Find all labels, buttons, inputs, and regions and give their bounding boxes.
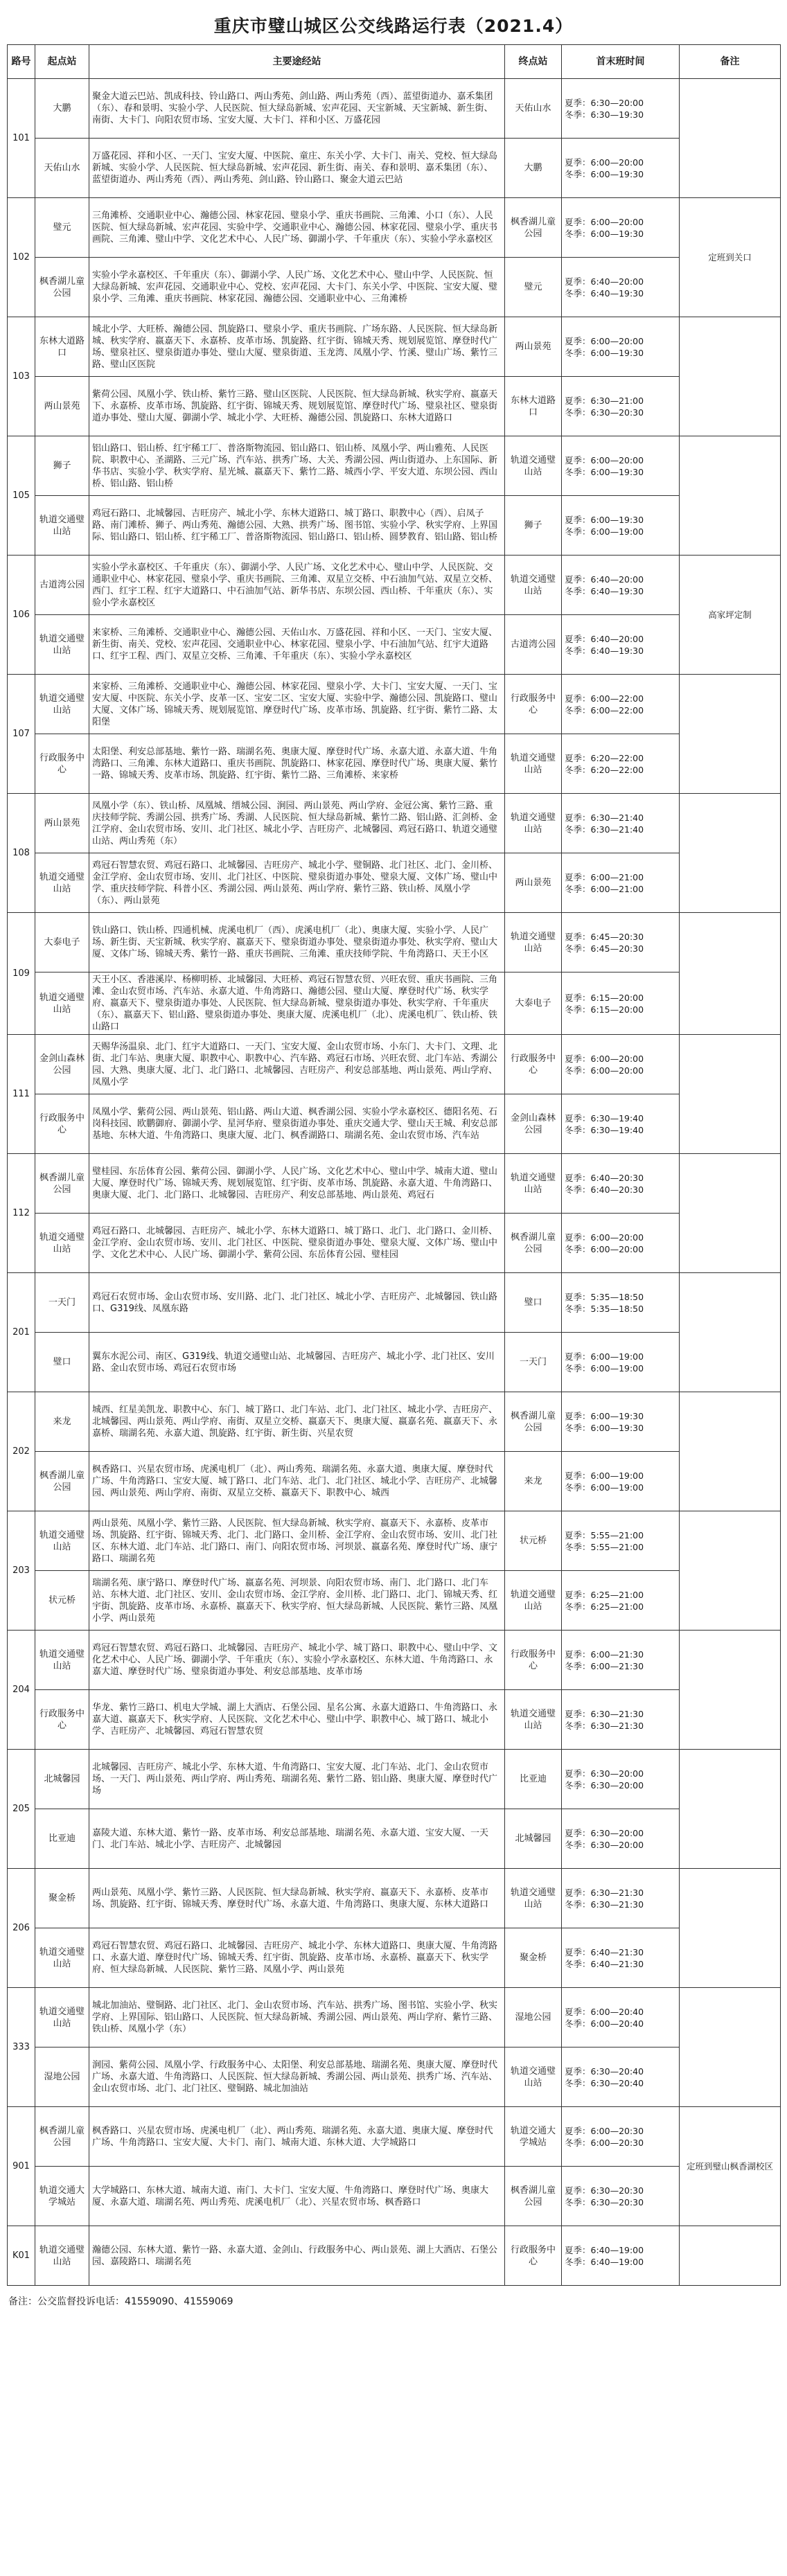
- service-hours: 夏季：6:30—20:30 冬季：6:30—20:30: [562, 2167, 680, 2226]
- table-row: [8, 1094, 781, 1154]
- service-hours: 夏季：6:15—20:00 冬季：6:15—20:00: [562, 972, 680, 1035]
- service-hours: 夏季：6:00—19:30 冬季：6:00—19:00: [562, 496, 680, 556]
- table-row: [8, 1809, 781, 1869]
- main-stops: 大学城路口、东林大道、城南大道、南门、大卡门、宝安大厦、牛角湾路口、摩登时代广场、奥康大厦、永嘉大道、瑞湖名苑、两山秀苑、虎溪电机厂（北）、兴星农贸市场、枫香路口: [89, 2167, 505, 2226]
- service-hours: 夏季：6:45—20:30 冬季：6:45—20:30: [562, 913, 680, 972]
- main-stops: 铝山路口、铝山桥、红宇稀工厂、普洛斯物流园、铝山路口、铝山桥、凤凰小学、两山雅苑、人民医院、职教中心、圣湖路、三元广场、汽车站、拱秀广场、大关、秀湖公园、两山街道办、上东国际、新华书店、实验小学、秋实学府、星光城、嬴嘉天下、紫竹二路、城西小学、平安大道、东坝公园、西山桥、铝山路、铝山桥: [89, 436, 505, 496]
- end-station: 行政服务中心: [505, 2226, 562, 2286]
- end-station: 天佑山水: [505, 79, 562, 139]
- start-station: 金剑山森林公园: [35, 1035, 89, 1094]
- table-row: [8, 1690, 781, 1750]
- table-row: [8, 1333, 781, 1392]
- table-row: [8, 1273, 781, 1333]
- start-station: 轨道交通璧山站: [35, 496, 89, 556]
- route-table: [7, 44, 781, 2286]
- start-station: 狮子: [35, 436, 89, 496]
- main-stops: 城北加油站、璧铜路、北门社区、北门、金山农贸市场、汽车站、拱秀广场、图书馆、实验小学、秋实学府、上界国际、铝山路口、人民医院、恒大绿岛新城、秀湖公园、两山景苑、两山学府、紫竹三路、铁山桥、凤凰小学（东）: [89, 1988, 505, 2048]
- main-stops: 太阳堡、利安总部基地、紫竹一路、瑞湖名苑、奥康大厦、摩登时代广场、永嘉大道、永嘉大道、牛角湾路口、三角滩、东林大道路口、重庆书画院、凯旋路口、林家花园、摩登时代广场、奥康大厦、紫竹一路、锦城天秀、皮革市场、凯旋路、红宇街、紫竹二路、三角滩桥、来家桥: [89, 734, 505, 794]
- service-hours: 夏季：6:40—20:00 冬季：6:40—19:30: [562, 258, 680, 317]
- service-hours: 夏季：6:00—21:30 冬季：6:00—21:30: [562, 1631, 680, 1690]
- route-number: K01: [8, 2226, 35, 2286]
- main-stops: 枫香路口、兴星农贸市场、虎溪电机厂（北）、两山秀苑、瑞湖名苑、永嘉大道、奥康大厦、摩登时代广场、牛角湾路口、宝安大厦、大卡门、南门、城南大道、东林大道、大学城路口: [89, 2107, 505, 2167]
- route-number: 107: [8, 675, 35, 794]
- service-hours: 夏季：6:40—21:30 冬季：6:40—21:30: [562, 1928, 680, 1988]
- service-hours: 夏季：6:00—21:00 冬季：6:00—21:00: [562, 853, 680, 913]
- main-stops: 天赐华汤温泉、北门、红宇大道路口、一天门、宝安大厦、金山农贸市场、小东门、大卡门、文理、北街、北门车站、奥康大厦、职教中心、职教中心、汽车路、鸡冠石市场、兴旺农贸、北门车站、秀湖公园、大熟、奥康大厦、北门、北门路口、北城馨园、吉旺房产、利安总部基地、两山景苑、两山学府、凤凰小学: [89, 1035, 505, 1094]
- main-stops: 凤凰小学、紫荷公园、两山景苑、铝山路、两山大道、枫香湖公园、实验小学永嘉校区、德阳名苑、石岗科技园、欧鹏御府、御湖小学、星河华府、璧泉街道办事处、重庆交通大学、璧山天王城、利安总部基地、东林大道、牛角湾路口、奥康大厦、北门、枫香湖路口、瑞湖名苑、金山农贸市场、汽车站: [89, 1094, 505, 1154]
- end-station: 轨道交通璧山站: [505, 1690, 562, 1750]
- table-row: [8, 675, 781, 734]
- header-route: 路号: [8, 45, 35, 79]
- main-stops: 城西、红星美凯龙、职教中心、东门、城丁路口、北门车站、北门、北门社区、城北小学、吉旺房产、北城馨园、两山景苑、两山学府、南街、双星立交桥、嬴嘉天下、奥康大厦、嬴嘉名苑、嬴嘉天下、永嘉桥、瑞湖名苑、永嘉大道、凯旋路、红宇街、新生街、兴星农贸: [89, 1392, 505, 1452]
- main-stops: 嘉陵大道、东林大道、紫竹一路、皮革市场、利安总部基地、瑞湖名苑、永嘉大道、宝安大厦、一天门、北门车站、城北小学、吉旺房产、北城馨园: [89, 1809, 505, 1869]
- main-stops: 来家桥、三角滩桥、交通职业中心、瀚德公园、天佑山水、万盛花园、祥和小区、一天门、宝安大厦、新生街、南关、党校、宏声花园、交通职业中心、林家花园、璧泉小学、中石油加气站、红宇大道路口、红宇工程、西门、双星立交桥、三角滩、千年重庆（东）、实验小学永嘉校区: [89, 615, 505, 675]
- main-stops: 鸡冠石智慧农贸、鸡冠石路口、北城馨园、吉旺房产、城北小学、璧铜路、北门社区、北门、金川桥、金江学府、金山农贸市场、安川、北门社区、中医院、璧泉街道办事处、璧泉大厦、文体广场、璧山中学、重庆技师学院、科普小区、秀湖公园、两山景苑、两山学府、紫竹三路、铁山桥、凤凰小学（东）、两山景苑: [89, 853, 505, 913]
- end-station: 枫香湖儿童公园: [505, 198, 562, 258]
- start-station: 枫香湖儿童公园: [35, 1154, 89, 1214]
- remark: [680, 1869, 781, 1988]
- end-station: 轨道交通璧山站: [505, 436, 562, 496]
- end-station: 金剑山森林公园: [505, 1094, 562, 1154]
- service-hours: 夏季：6:00—20:00 冬季：6:00—19:30: [562, 198, 680, 258]
- end-station: 北城馨园: [505, 1809, 562, 1869]
- service-hours: 夏季：6:00—20:00 冬季：6:00—20:00: [562, 1214, 680, 1273]
- remark: [680, 1988, 781, 2107]
- end-station: 湿地公园: [505, 1988, 562, 2048]
- start-station: 轨道交通璧山站: [35, 1631, 89, 1690]
- table-row: [8, 79, 781, 139]
- table-row: [8, 436, 781, 496]
- service-hours: 夏季：6:00—20:00 冬季：6:00—19:30: [562, 317, 680, 377]
- main-stops: 瑞湖名苑、康宁路口、摩登时代广场、嬴嘉名苑、河坝景、向阳农贸市场、南门、北门路口、北门车站、东林大道、北门社区、安川、金山农贸市场、金江学府、金川桥、北门路口、北门、锦城天秀、红宇街、凯旋路、皮革市场、永嘉桥、嬴嘉天下、秋实学府、恒大绿岛新城、人民医院、紫竹三路、凤凰小学、两山景苑: [89, 1571, 505, 1631]
- start-station: 状元桥: [35, 1571, 89, 1631]
- table-row: [8, 2107, 781, 2167]
- main-stops: 鸡冠石路口、北城馨园、吉旺房产、城北小学、东林大道路口、城丁路口、北门、北门路口、金川桥、金江学府、金山农贸市场、安川、北门社区、中医院、璧泉街道办事处、璧泉大厦、文体广场、璧山中学、文化艺术中心、人民广场、御湖小学、紫荷公园、东岳体育公园、璧桂园: [89, 1214, 505, 1273]
- main-stops: 铁山路口、铁山桥、四通机械、虎溪电机厂（西）、虎溪电机厂（北）、奥康大厦、实验小学、人民广场、新生街、天宝新城、秋实学府、嬴嘉天下、璧泉街道办事处、璧泉街道办事处、秋实学府、璧山大厦、文体广场、锦城天秀、紫竹一路、重庆书画院、三角滩、重庆技师学院、牛角湾路口、天王小区: [89, 913, 505, 972]
- end-station: 比亚迪: [505, 1750, 562, 1809]
- route-number: 105: [8, 436, 35, 556]
- start-station: 古道湾公园: [35, 556, 89, 615]
- end-station: 轨道交通璧山站: [505, 556, 562, 615]
- table-row: [8, 913, 781, 972]
- remark: [680, 913, 781, 1035]
- end-station: 行政服务中心: [505, 1631, 562, 1690]
- start-station: 一天门: [35, 1273, 89, 1333]
- end-station: 一天门: [505, 1333, 562, 1392]
- main-stops: 鸡冠石路口、北城馨园、吉旺房产、城北小学、东林大道路口、城丁路口、职教中心（西）、启凤子路、南门滩桥、狮子、两山秀苑、瀚德公园、大熟、拱秀广场、图书馆、实验小学、秋实学府、上界国际、铝山路口、铝山桥、红宇稀工厂、普洛斯物流园、铝山路口、铝山桥、圆梦教育、铝山路、铝山桥: [89, 496, 505, 556]
- remark: [680, 1154, 781, 1273]
- table-row: [8, 972, 781, 1035]
- table-row: [8, 496, 781, 556]
- route-number: 206: [8, 1869, 35, 1988]
- service-hours: 夏季：6:40—20:00 冬季：6:40—19:30: [562, 556, 680, 615]
- end-station: 轨道交通大学城站: [505, 2107, 562, 2167]
- table-row: [8, 615, 781, 675]
- route-number: 103: [8, 317, 35, 436]
- main-stops: 华龙、紫竹三路口、机电大学城、湖上大酒店、石堡公园、星名公寓、永嘉大道路口、牛角湾路口、永嘉大道、嬴嘉天下、秋实学府、人民医院、文化艺术中心、璧山中学、职教中心、城丁路口、城北小学、吉旺房产、北城馨园、鸡冠石智慧农贸: [89, 1690, 505, 1750]
- remark: [680, 1035, 781, 1154]
- table-row: [8, 556, 781, 615]
- table-row: [8, 734, 781, 794]
- remark: [680, 1631, 781, 1750]
- end-station: 聚金桥: [505, 1928, 562, 1988]
- table-row: [8, 1035, 781, 1094]
- route-number: 111: [8, 1035, 35, 1154]
- main-stops: 实验小学永嘉校区、千年重庆（东）、御湖小学、人民广场、文化艺术中心、璧山中学、人民医院、交通职业中心、林家花园、璧泉小学、重庆书画院、三角滩、双星立交桥、中石油加气站、双星立交桥、西门、红宇工程、红宇大道路口、中石油加气站、新华书店、东坝公园、西山桥、千年重庆（东）、实验小学永嘉校区: [89, 556, 505, 615]
- main-stops: 聚金大道云巴站、凯成科技、铃山路口、两山秀苑、剑山路、两山秀苑（西）、蓝望街道办、嘉禾集团（东）、春和景明、实验小学、人民医院、恒大绿岛新城、宏声花园、天宝新城、天宝新城、新生街、南街、大卡门、向阳农贸市场、宝安大厦、大卡门、祥和小区、万盛花园: [89, 79, 505, 139]
- remark: [680, 675, 781, 794]
- main-stops: 实验小学永嘉校区、千年重庆（东）、御湖小学、人民广场、文化艺术中心、璧山中学、人民医院、恒大绿岛新城、宏声花园、交通职业中心、党校、宏声花园、大卡门、东关小学、中医院、宝安大厦、璧泉小学、三角滩、重庆书画院、林家花园、瀚德公园、交通职业中心、三角滩桥: [89, 258, 505, 317]
- table-row: [8, 1869, 781, 1928]
- end-station: 行政服务中心: [505, 1035, 562, 1094]
- end-station: 状元桥: [505, 1511, 562, 1571]
- remark: [680, 1273, 781, 1392]
- route-number: 108: [8, 794, 35, 913]
- table-row: [8, 794, 781, 853]
- service-hours: 夏季：6:00—19:00 冬季：6:00—19:00: [562, 1333, 680, 1392]
- table-row: [8, 2226, 781, 2286]
- start-station: 湿地公园: [35, 2048, 89, 2107]
- service-hours: 夏季：6:00—20:40 冬季：6:00—20:40: [562, 1988, 680, 2048]
- service-hours: 夏季：6:30—21:40 冬季：6:30—21:40: [562, 794, 680, 853]
- route-table-body: [8, 79, 781, 2286]
- route-number: 901: [8, 2107, 35, 2226]
- table-row: [8, 1750, 781, 1809]
- main-stops: 凤凰小学（东）、铁山桥、凤凰城、缙城公园、涧园、两山景苑、两山学府、金冠公寓、紫竹三路、重庆技师学院、秀湖公园、拱秀广场、秀湖、人民医院、恒大绿岛新城、紫竹二路、铝山路、汇剑桥、金江学府、金山农贸市场、安川、北门社区、城北小学、吉旺房产、北城馨园、鸡冠石路口、轨道交通璧山站、两山秀苑（东）: [89, 794, 505, 853]
- service-hours: 夏季：6:40—20:00 冬季：6:40—19:30: [562, 615, 680, 675]
- main-stops: 天王小区、香港溪岸、杨柳明桥、北城馨园、大旺桥、鸡冠石智慧农贸、兴旺农贸、重庆书画院、三角滩、金山农贸市场、汽车站、永嘉大道、牛角湾路口、瀚德公园、璧山大厦、摩登时代广场、秋实学府、嬴嘉天下、璧泉街道办事处、人民医院、恒大绿岛新城、璧泉街道办事处、秋实学府、千年重庆（东）、嬴嘉天下、铝山路、璧泉街道办事处、奥康大厦、虎溪电机厂（北）、虎溪电机厂、铁山桥、铁山路口: [89, 972, 505, 1035]
- start-station: 轨道交通璧山站: [35, 1511, 89, 1571]
- end-station: 来龙: [505, 1452, 562, 1511]
- end-station: 轨道交通璧山站: [505, 794, 562, 853]
- remark: 定班到关口: [680, 198, 781, 317]
- table-header-row: [8, 45, 781, 79]
- service-hours: 夏季：6:40—20:30 冬季：6:40—20:30: [562, 1154, 680, 1214]
- end-station: 两山景苑: [505, 317, 562, 377]
- end-station: 轨道交通璧山站: [505, 913, 562, 972]
- start-station: 轨道交通大学城站: [35, 2167, 89, 2226]
- table-row: [8, 1988, 781, 2048]
- end-station: 璧元: [505, 258, 562, 317]
- main-stops: 枫香路口、兴星农贸市场、虎溪电机厂（北）、两山秀苑、瑞湖名苑、永嘉大道、奥康大厦、摩登时代广场、牛角湾路口、宝安大厦、城丁路口、北门车站、北门、北门社区、城北小学、吉旺房产、北城馨园、两山景苑、两山学府、南街、双星立交桥、嬴嘉天下、职教中心、城西: [89, 1452, 505, 1511]
- main-stops: 翼东水泥公司、南区、G319线、轨道交通璧山站、北城馨园、吉旺房产、城北小学、北门社区、安川路、金山农贸市场、鸡冠石农贸市场: [89, 1333, 505, 1392]
- main-stops: 紫荷公园、凤凰小学、铁山桥、紫竹三路、璧山区医院、人民医院、恒大绿岛新城、秋实学府、嬴嘉天下、永嘉桥、皮革市场、凯旋路、红宇街、锦城天秀、规划展览馆、摩登时代广场、璧泉社区、璧泉街道办事处、璧山大厦、御湖小学、城北小学、大旺桥、瀚德公园、凯旋路口、东林大道路口: [89, 377, 505, 436]
- end-station: 轨道交通璧山站: [505, 1869, 562, 1928]
- table-row: [8, 198, 781, 258]
- route-number: 204: [8, 1631, 35, 1750]
- service-hours: 夏季：6:30—21:30 冬季：6:30—21:30: [562, 1869, 680, 1928]
- service-hours: 夏季：6:30—19:40 冬季：6:30—19:40: [562, 1094, 680, 1154]
- table-row: [8, 2048, 781, 2107]
- end-station: 东林大道路口: [505, 377, 562, 436]
- end-station: 两山景苑: [505, 853, 562, 913]
- table-row: [8, 377, 781, 436]
- remark: 高家坪定制: [680, 556, 781, 675]
- remark: [680, 436, 781, 556]
- route-number: 205: [8, 1750, 35, 1869]
- table-row: [8, 1452, 781, 1511]
- start-station: 来龙: [35, 1392, 89, 1452]
- start-station: 行政服务中心: [35, 734, 89, 794]
- route-number: 202: [8, 1392, 35, 1511]
- start-station: 轨道交通璧山站: [35, 2226, 89, 2286]
- start-station: 北城馨园: [35, 1750, 89, 1809]
- start-station: 轨道交通璧山站: [35, 972, 89, 1035]
- start-station: 枫香湖儿童公园: [35, 2107, 89, 2167]
- remark: [680, 2226, 781, 2286]
- service-hours: 夏季：6:30—20:00 冬季：6:30—19:30: [562, 79, 680, 139]
- main-stops: 两山景苑、凤凰小学、紫竹三路、人民医院、恒大绿岛新城、秋实学府、嬴嘉天下、永嘉桥、皮革市场、凯旋路、红宇街、锦城天秀、北门、北门路口、金川桥、金江学府、金山农贸市场、安川、北门社区、东林大道、北门车站、北门路口、南门、向阳农贸市场、河坝景、嬴嘉名苑、摩登时代广场、康宁路口、瑞湖名苑: [89, 1511, 505, 1571]
- end-station: 枫香湖儿童公园: [505, 1214, 562, 1273]
- end-station: 轨道交通璧山站: [505, 734, 562, 794]
- main-stops: 城北小学、大旺桥、瀚德公园、凯旋路口、璧泉小学、重庆书画院、广场东路、人民医院、恒大绿岛新城、秋实学府、嬴嘉天下、永嘉桥、皮革市场、凯旋路、红宇街、锦城天秀、规划展览馆、摩登时代广场、璧泉社区、璧泉街道办事处、璧山大厦、璧泉街道、玉龙湾、凤凰小学、竹溪、璧山广场、紫竹三路、璧山区医院: [89, 317, 505, 377]
- start-station: 璧元: [35, 198, 89, 258]
- remark: [680, 1392, 781, 1511]
- main-stops: 两山景苑、凤凰小学、紫竹三路、人民医院、恒大绿岛新城、秋实学府、嬴嘉天下、永嘉桥、皮革市场、凯旋路、红宇街、锦城天秀、摩登时代广场、永嘉大道、牛角湾路口、奥康大厦、东林大道路口: [89, 1869, 505, 1928]
- start-station: 两山景苑: [35, 377, 89, 436]
- end-station: 大泰电子: [505, 972, 562, 1035]
- start-station: 枫香湖儿童公园: [35, 1452, 89, 1511]
- header-remark: 备注: [680, 45, 781, 79]
- start-station: 轨道交通璧山站: [35, 1928, 89, 1988]
- start-station: 璧口: [35, 1333, 89, 1392]
- service-hours: 夏季：5:55—21:00 冬季：5:55—21:00: [562, 1511, 680, 1571]
- start-station: 行政服务中心: [35, 1094, 89, 1154]
- service-hours: 夏季：6:40—19:00 冬季：6:40—19:00: [562, 2226, 680, 2286]
- route-number: 109: [8, 913, 35, 1035]
- end-station: 行政服务中心: [505, 675, 562, 734]
- service-hours: 夏季：6:20—22:00 冬季：6:20—22:00: [562, 734, 680, 794]
- end-station: 大鹏: [505, 139, 562, 198]
- table-row: [8, 1154, 781, 1214]
- main-stops: 鸡冠石智慧农贸、鸡冠石路口、北城馨园、吉旺房产、城北小学、东林大道路口、奥康大厦、牛角湾路口、永嘉大道、摩登时代广场、锦城天秀、红宇街、凯旋路、皮革市场、永嘉桥、嬴嘉天下、秋实学府、恒大绿岛新城、人民医院、紫竹三路、凤凰小学、两山景苑: [89, 1928, 505, 1988]
- start-station: 轨道交通璧山站: [35, 1214, 89, 1273]
- service-hours: 夏季：6:00—20:00 冬季：6:00—19:30: [562, 436, 680, 496]
- footnote: 备注：公交监督投诉电话：41559090、41559069: [8, 2296, 233, 2307]
- route-number: 106: [8, 556, 35, 675]
- service-hours: 夏季：6:25—21:00 冬季：6:25—21:00: [562, 1571, 680, 1631]
- route-number: 333: [8, 1988, 35, 2107]
- start-station: 东林大道路口: [35, 317, 89, 377]
- header-time: 首末班时间: [562, 45, 680, 79]
- table-row: [8, 853, 781, 913]
- start-station: 聚金桥: [35, 1869, 89, 1928]
- service-hours: 夏季：6:00—20:00 冬季：6:00—20:00: [562, 1035, 680, 1094]
- start-station: 行政服务中心: [35, 1690, 89, 1750]
- route-number: 112: [8, 1154, 35, 1273]
- table-row: [8, 1928, 781, 1988]
- main-stops: 涧园、紫荷公园、凤凰小学、行政服务中心、太阳堡、利安总部基地、瑞湖名苑、奥康大厦、摩登时代广场、永嘉大道、牛角湾路口、人民医院、恒大绿岛新城、秀湖公园、两山景苑、拱秀广场、汽车站、金山农贸市场、北门、北门社区、璧铜路、城北加油站: [89, 2048, 505, 2107]
- end-station: 枫香湖儿童公园: [505, 1392, 562, 1452]
- table-row: [8, 1631, 781, 1690]
- main-stops: 来家桥、三角滩桥、交通职业中心、瀚德公园、林家花园、璧泉小学、大卡门、宝安大厦、一天门、宝安大厦、中医院、东关小学、皮革一区、宝安二区、宝安大厦、实验中学、瀚德公园、凯旋路口、璧山大厦、文体广场、锦城天秀、规划展览馆、摩登时代广场、皮革市场、凯旋路、红宇街、紫竹二路、太阳堡: [89, 675, 505, 734]
- table-row: [8, 258, 781, 317]
- end-station: 轨道交通璧山站: [505, 1571, 562, 1631]
- header-end: 终点站: [505, 45, 562, 79]
- remark: 定班到璧山枫香湖校区: [680, 2107, 781, 2226]
- end-station: 枫香湖儿童公园: [505, 2167, 562, 2226]
- service-hours: 夏季：6:00—19:00 冬季：6:00—19:00: [562, 1452, 680, 1511]
- remark: [680, 1750, 781, 1869]
- main-stops: 璧桂园、东岳体育公园、紫荷公园、御湖小学、人民广场、文化艺术中心、璧山中学、城南大道、璧山大厦、摩登时代广场、锦城天秀、规划展览馆、红宇街、皮革市场、凯旋路、永嘉大道、牛角湾路口、奥康大厦、北门、北门路口、北城馨园、吉旺房产、利安总部基地、两山景苑、鸡冠石: [89, 1154, 505, 1214]
- page-title: 重庆市璧山城区公交线路运行表（2021.4）: [213, 16, 574, 36]
- table-row: [8, 1571, 781, 1631]
- main-stops: 鸡冠石智慧农贸、鸡冠石路口、北城馨园、吉旺房产、城北小学、城丁路口、职教中心、璧山中学、文化艺术中心、人民广场、御湖小学、千年重庆（东）、实验小学永嘉校区、东林大道、牛角湾路口、永嘉大道、摩登时代广场、璧泉街道办事处、利安总部基地、皮革市场: [89, 1631, 505, 1690]
- start-station: 大泰电子: [35, 913, 89, 972]
- start-station: 轨道交通璧山站: [35, 1988, 89, 2048]
- remark: [680, 317, 781, 436]
- service-hours: 夏季：6:00—20:30 冬季：6:00—20:30: [562, 2107, 680, 2167]
- service-hours: 夏季：6:30—21:30 冬季：6:30—21:30: [562, 1690, 680, 1750]
- service-hours: 夏季：5:35—18:50 冬季：5:35—18:50: [562, 1273, 680, 1333]
- header-start: 起点站: [35, 45, 89, 79]
- service-hours: 夏季：6:00—19:30 冬季：6:00—19:30: [562, 1392, 680, 1452]
- end-station: 璧口: [505, 1273, 562, 1333]
- service-hours: 夏季：6:00—20:00 冬季：6:00—19:30: [562, 139, 680, 198]
- main-stops: 鸡冠石农贸市场、金山农贸市场、安川路、北门、北门社区、城北小学、吉旺房产、北城馨园、铁山路口、G319线、凤凰东路: [89, 1273, 505, 1333]
- start-station: 枫香湖儿童公园: [35, 258, 89, 317]
- header-stops: 主要途经站: [89, 45, 505, 79]
- start-station: 轨道交通璧山站: [35, 615, 89, 675]
- main-stops: 瀚德公园、东林大道、紫竹一路、永嘉大道、金剑山、行政服务中心、两山景苑、湖上大酒店、石堡公园、嘉陵路口、瑞湖名苑: [89, 2226, 505, 2286]
- start-station: 大鹏: [35, 79, 89, 139]
- service-hours: 夏季：6:30—20:00 冬季：6:30—20:00: [562, 1750, 680, 1809]
- service-hours: 夏季：6:00—22:00 冬季：6:00—22:00: [562, 675, 680, 734]
- main-stops: 北城馨园、吉旺房产、城北小学、东林大道、牛角湾路口、宝安大厦、北门车站、北门、金山农贸市场、一天门、两山景苑、两山学府、两山秀苑、瑞湖名苑、紫竹二路、铝山路、奥康大厦、摩登时代广场: [89, 1750, 505, 1809]
- start-station: 轨道交通璧山站: [35, 675, 89, 734]
- remark: [680, 794, 781, 913]
- route-number: 101: [8, 79, 35, 198]
- end-station: 古道湾公园: [505, 615, 562, 675]
- end-station: 轨道交通璧山站: [505, 2048, 562, 2107]
- service-hours: 夏季：6:30—21:00 冬季：6:30—20:30: [562, 377, 680, 436]
- service-hours: 夏季：6:30—20:40 冬季：6:30—20:40: [562, 2048, 680, 2107]
- start-station: 比亚迪: [35, 1809, 89, 1869]
- end-station: 狮子: [505, 496, 562, 556]
- route-number: 201: [8, 1273, 35, 1392]
- main-stops: 三角滩桥、交通职业中心、瀚德公园、林家花园、璧泉小学、重庆书画院、三角滩、小口（东）、人民医院、恒大绿岛新城、宏声花园、实验中学、交通职业中心、瀚德公园、林家花园、璧泉小学、重庆书画院、三角滩、璧山中学、文化艺术中心、人民广场、御湖小学、千年重庆（东）、实验小学永嘉校区: [89, 198, 505, 258]
- start-station: 轨道交通璧山站: [35, 853, 89, 913]
- table-row: [8, 139, 781, 198]
- table-row: [8, 1214, 781, 1273]
- table-row: [8, 1392, 781, 1452]
- start-station: 天佑山水: [35, 139, 89, 198]
- remark: [680, 1511, 781, 1631]
- main-stops: 万盛花园、祥和小区、一天门、宝安大厦、中医院、童庄、东关小学、大卡门、南关、党校、恒大绿岛新城、实验小学、人民医院、恒大绿岛新城、宏声花园、新生街、南关、春和景明、嘉禾集团（东）、蓝望街道办、两山秀苑（西）、两山秀苑、剑山路、铃山路口、聚金大道云巴站: [89, 139, 505, 198]
- start-station: 两山景苑: [35, 794, 89, 853]
- table-row: [8, 317, 781, 377]
- service-hours: 夏季：6:30—20:00 冬季：6:30—20:00: [562, 1809, 680, 1869]
- table-row: [8, 1511, 781, 1571]
- remark: [680, 79, 781, 198]
- route-number: 203: [8, 1511, 35, 1631]
- route-number: 102: [8, 198, 35, 317]
- end-station: 轨道交通璧山站: [505, 1154, 562, 1214]
- table-row: [8, 2167, 781, 2226]
